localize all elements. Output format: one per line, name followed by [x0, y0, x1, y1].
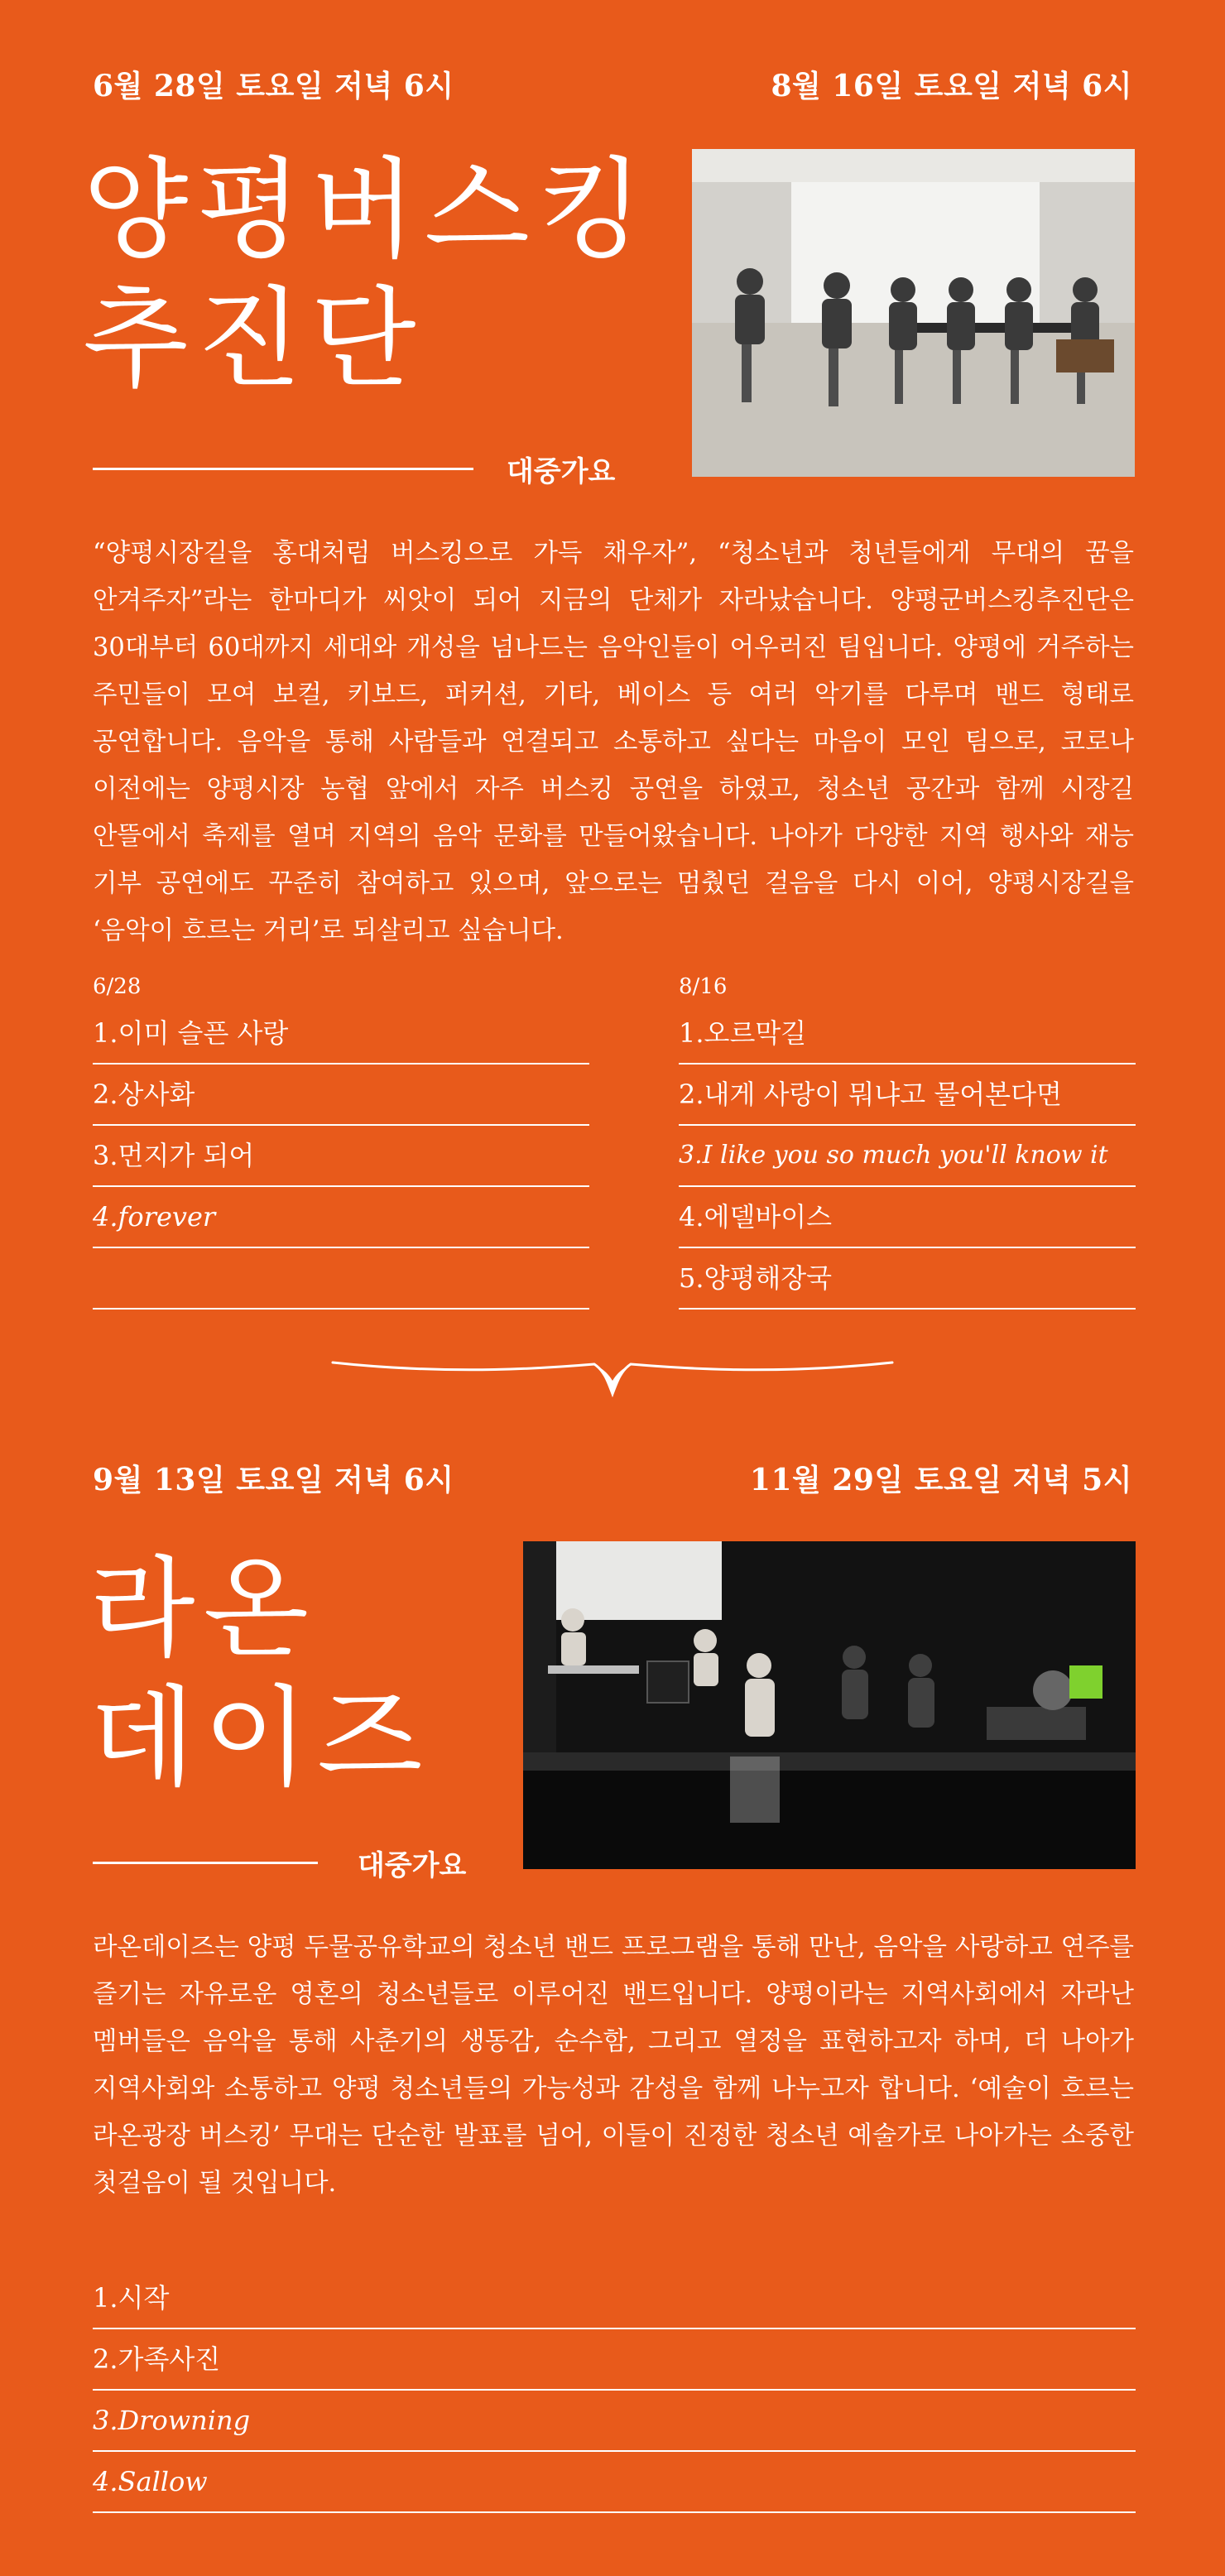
ornament-divider-icon: [331, 1348, 894, 1397]
section1-description: “양평시장길을 홍대처럼 버스킹으로 가득 채우자”, “청소년과 청년들에게 무대의 꿈을 안겨주자”라는 한마디가 씨앗이 되어 지금의 단체가 자라났습니다. 양평군버스킹추진단은 30대부터 60대까지 세대와 개성을 넘나드는 음악인들이 어우러진 팀입니다. 양평에 거주하는 주민들이 모여 보컬, 키보드, 퍼커션, 기타, 베이스 등 여러 악기를 다루며 밴드 형태로 공연합니다. 음악을 통해 사람들과 연결되고 소통하고 싶다는 마음이 모인 팀으로, 코로나 이전에는 양평시장 농협 앞에서 자주 버스킹 공연을 하였고, 청소년 공간과 함께 시장길 안뜰에서 축제를 열며 지역의 음악 문화를 만들어왔습니다. 나아가 다양한 지역 행사와 재능 기부 공연에도 꾸준히 참여하고 있으며, 앞으로는 멈췄던 걸음을 다시 이어, 양평시장길을 ‘음악이 흐르는 거리’로 되살리고 싶습니다.: [93, 539, 1134, 945]
section2-date-left: 9월 13일 토요일 저녁 6시: [93, 1463, 454, 1497]
section2-date-right: 11월 29일 토요일 저녁 5시: [749, 1463, 1132, 1497]
setlist-left-label: 6/28: [93, 974, 142, 999]
section1-setlist-right: [679, 970, 1136, 1310]
section1-date-left: 6월 28일 토요일 저녁 6시: [93, 69, 454, 103]
section2-band-photo: [523, 1541, 1136, 1869]
list-item: 4.Sallow: [93, 2452, 1136, 2513]
list-item: 1.오르막길: [679, 1003, 1136, 1065]
list-item: 3.먼지가 되어: [93, 1126, 589, 1187]
list-item: 2.상사화: [93, 1065, 589, 1126]
section2-genre-rule: [93, 1862, 318, 1864]
section1-genre-rule: [93, 468, 473, 470]
list-item: 3.Drowning: [93, 2391, 1136, 2452]
list-item: 1.이미 슬픈 사랑: [93, 1003, 589, 1065]
section1-title-line1: 양평버스킹: [83, 147, 652, 274]
list-item: 2.가족사진: [93, 2329, 1136, 2391]
band-photo-illustration: [692, 149, 1135, 477]
list-item: 3.I like you so much you'll know it: [679, 1126, 1136, 1187]
list-item: 4.forever: [93, 1187, 589, 1248]
section1-date-right: 8월 16일 토요일 저녁 6시: [771, 69, 1132, 103]
section2-genre: 대중가요: [358, 1849, 467, 1882]
section1-genre: 대중가요: [507, 455, 616, 488]
section1-setlist-left: [93, 970, 589, 1310]
section2-title-line2: 데이즈: [89, 1675, 431, 1802]
list-item: 2.내게 사랑이 뭐냐고 물어본다면: [679, 1065, 1136, 1126]
section2-description: 라온데이즈는 양평 두물공유학교의 청소년 밴드 프로그램을 통해 만난, 음악을 사랑하고 연주를 즐기는 자유로운 영혼의 청소년들로 이루어진 밴드입니다. 양평이라는 지역사회에서 자라난 멤버들은 음악을 통해 사춘기의 생동감, 순수함, 그리고 열정을 표현하고자 하며, 더 나아가 지역사회와 소통하고 양평 청소년들의 가능성과 감성을 함께 나누고자 합니다. ‘예술이 흐르는 라온광장 버스킹’ 무대는 단순한 발표를 넘어, 이들이 진정한 청소년 예술가로 나아가는 소중한 첫걸음이 될 것입니다.: [93, 1933, 1134, 2198]
section2-title-line1: 라온: [89, 1545, 318, 1673]
setlist-right-label: 8/16: [679, 974, 728, 999]
section1-title-line2: 추진단: [83, 276, 425, 403]
list-item: 1.시작: [93, 2268, 1136, 2329]
section2-setlist: [93, 2268, 1136, 2513]
concert-photo-illustration: [523, 1541, 1136, 1869]
list-item-empty: [93, 1248, 589, 1310]
list-item: 4.에델바이스: [679, 1187, 1136, 1248]
section1-band-photo: [692, 149, 1135, 477]
list-item: 5.양평해장국: [679, 1248, 1136, 1310]
